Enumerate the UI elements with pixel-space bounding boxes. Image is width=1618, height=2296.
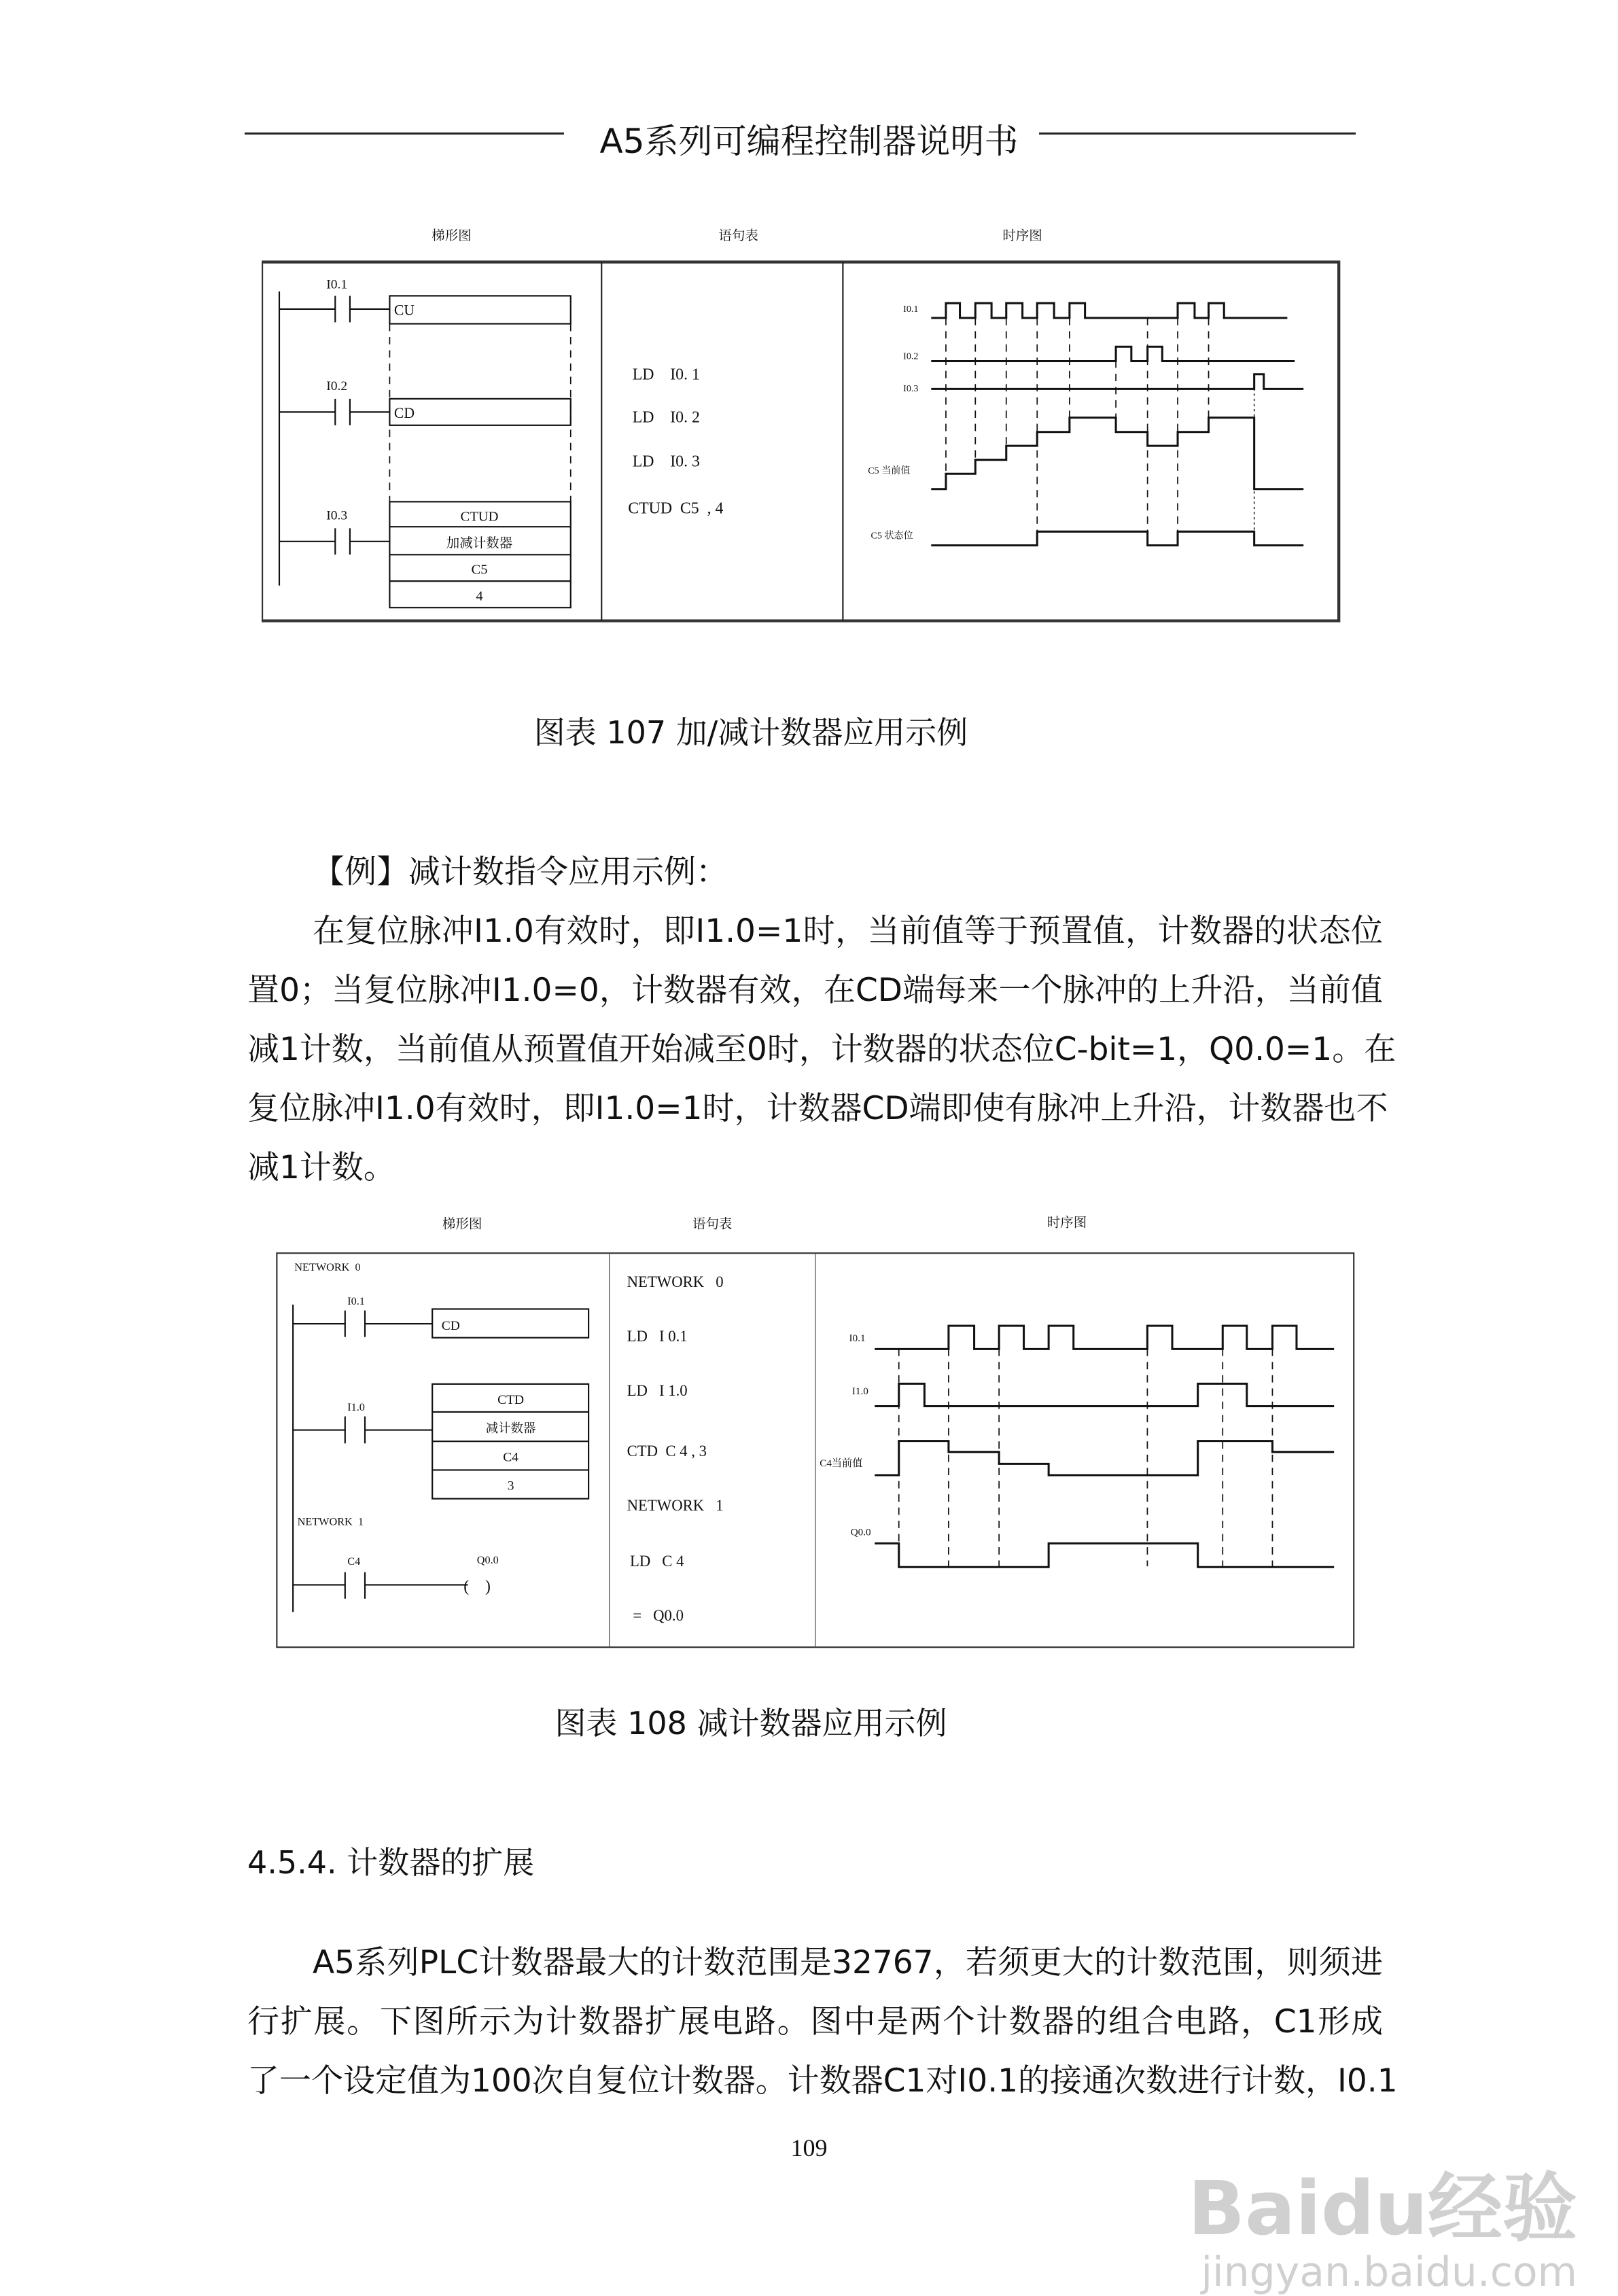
counter-name: C4 (503, 1450, 518, 1465)
signal-label: C5 状态位 (870, 530, 913, 542)
contact-label: I0.1 (326, 277, 348, 292)
signal-label: I0.1 (849, 1332, 866, 1345)
section-paragraph (247, 1933, 1398, 2110)
signal-label: C5 当前值 (868, 465, 911, 477)
col-label-statement: 语句表 (718, 229, 758, 244)
ladder-diagram (293, 1261, 588, 1612)
signal-label: I0.3 (903, 383, 919, 395)
contact-icon (279, 399, 389, 425)
col-label-statement: 语句表 (692, 1217, 733, 1232)
box-input-label: CD (393, 405, 415, 422)
text-line: 减1计数，当前值从预置值开始减至0时，计数器的状态位C-bit=1，Q0.0=1。在 (247, 1031, 1396, 1068)
statement-list (627, 1273, 724, 1624)
text-line: 复位脉冲I1.0有效时，即I1.0=1时，计数器CD端即使有脉冲上升沿，计数器也不 (247, 1090, 1388, 1127)
box-input-label: CD (441, 1318, 460, 1333)
figure-107 (262, 221, 1346, 633)
box-input-label: CU (393, 302, 415, 319)
col-label-timing: 时序图 (1047, 1216, 1087, 1231)
contact-icon (279, 296, 389, 322)
statement-list (628, 366, 723, 518)
waveform-i0-1 (875, 1326, 1334, 1349)
counter-preset: 4 (476, 588, 483, 604)
coil-label: Q0.0 (476, 1553, 499, 1566)
col-label-ladder: 梯形图 (442, 1217, 482, 1232)
watermark-url: jingyan.baidu.com (1201, 2248, 1577, 2296)
statement-line: LD I0. 2 (632, 408, 700, 427)
waveform-i0-1 (931, 303, 1287, 318)
signal-label: I0.1 (903, 304, 919, 315)
counter-type: CTUD (460, 509, 499, 525)
counter-desc: 加减计数器 (446, 536, 513, 551)
statement-line: LD I0. 1 (632, 366, 700, 384)
timing-diagram (868, 303, 1303, 545)
timing-diagram (820, 1326, 1334, 1567)
text-line: 了一个设定值为100次自复位计数器。计数器C1对I0.1的接通次数进行计数，I0.1 (247, 2062, 1398, 2100)
ladder-diagram (279, 278, 571, 608)
page-header (0, 114, 1618, 163)
page-number: 109 (790, 2134, 828, 2161)
text-line: A5系列PLC计数器最大的计数范围是32767，若须更大的计数范围，则须进 (313, 1944, 1383, 1981)
network-label: NETWORK 0 (294, 1261, 361, 1274)
contact-label: I0.2 (326, 378, 348, 393)
waveform-i0-3 (931, 374, 1303, 389)
contact-label: C4 (347, 1555, 361, 1568)
statement-line: NETWORK 1 (627, 1496, 724, 1514)
contact-icon (293, 1416, 432, 1443)
counter-name: C5 (471, 562, 488, 578)
watermark-brand: Baidu经验 (1188, 2165, 1577, 2252)
network-label: NETWORK 1 (297, 1515, 364, 1528)
waveform-c5-status (931, 531, 1303, 545)
counter-desc: 减计数器 (485, 1421, 536, 1436)
section-heading: 4.5.4. 计数器的扩展 (247, 1844, 535, 1881)
col-label-timing: 时序图 (1002, 229, 1042, 244)
coil-icon: ( ) (463, 1577, 491, 1595)
text-line: 置0；当复位脉冲I1.0=0，计数器有效，在CD端每来一个脉冲的上升沿，当前值 (247, 972, 1383, 1009)
figure-108-caption: 图表 108 减计数器应用示例 (555, 1705, 947, 1742)
contact-icon (279, 528, 389, 554)
contact-icon (293, 1311, 432, 1337)
statement-line: = Q0.0 (633, 1607, 684, 1625)
statement-line: NETWORK 0 (627, 1273, 724, 1291)
statement-line: CTD C 4 , 3 (627, 1442, 707, 1460)
waveform-c5-value (931, 418, 1303, 489)
counter-type: CTD (497, 1393, 525, 1408)
text-line: 减1计数。 (247, 1149, 395, 1186)
signal-label: Q0.0 (850, 1526, 871, 1538)
watermark (1188, 2165, 1577, 2296)
signal-label: C4当前值 (820, 1458, 863, 1470)
statement-line: LD C 4 (629, 1553, 684, 1570)
text-line: 在复位脉冲I1.0有效时，即I1.0=1时，当前值等于预置值，计数器的状态位 (313, 913, 1383, 950)
contact-icon (293, 1572, 468, 1599)
text-line: 行扩展。下图所示为计数器扩展电路。图中是两个计数器的组合电路，C1形成 (247, 2003, 1383, 2041)
col-label-ladder: 梯形图 (432, 229, 472, 244)
statement-line: LD I0. 3 (632, 453, 700, 471)
figure-108 (274, 1206, 1361, 1655)
counter-preset: 3 (507, 1479, 514, 1494)
example-paragraph (247, 843, 1396, 1197)
waveform-i1-0 (875, 1383, 1334, 1406)
waveform-i0-2 (931, 347, 1295, 361)
signal-label: I1.0 (851, 1385, 868, 1397)
waveform-c4-value (875, 1441, 1334, 1475)
signal-label: I0.2 (903, 351, 919, 362)
statement-line: LD I 0.1 (627, 1328, 688, 1345)
statement-line: CTUD C5 , 4 (628, 499, 724, 518)
statement-line: LD I 1.0 (627, 1382, 688, 1400)
contact-label: I0.1 (347, 1294, 365, 1307)
figure-107-caption: 图表 107 加/减计数器应用示例 (533, 714, 968, 751)
example-heading: 【例】减计数指令应用示例： (313, 853, 728, 891)
contact-label: I1.0 (347, 1400, 365, 1413)
waveform-q0-0 (875, 1543, 1334, 1567)
document-title: A5系列可编程控制器说明书 (579, 122, 1038, 161)
contact-label: I0.3 (326, 508, 348, 523)
